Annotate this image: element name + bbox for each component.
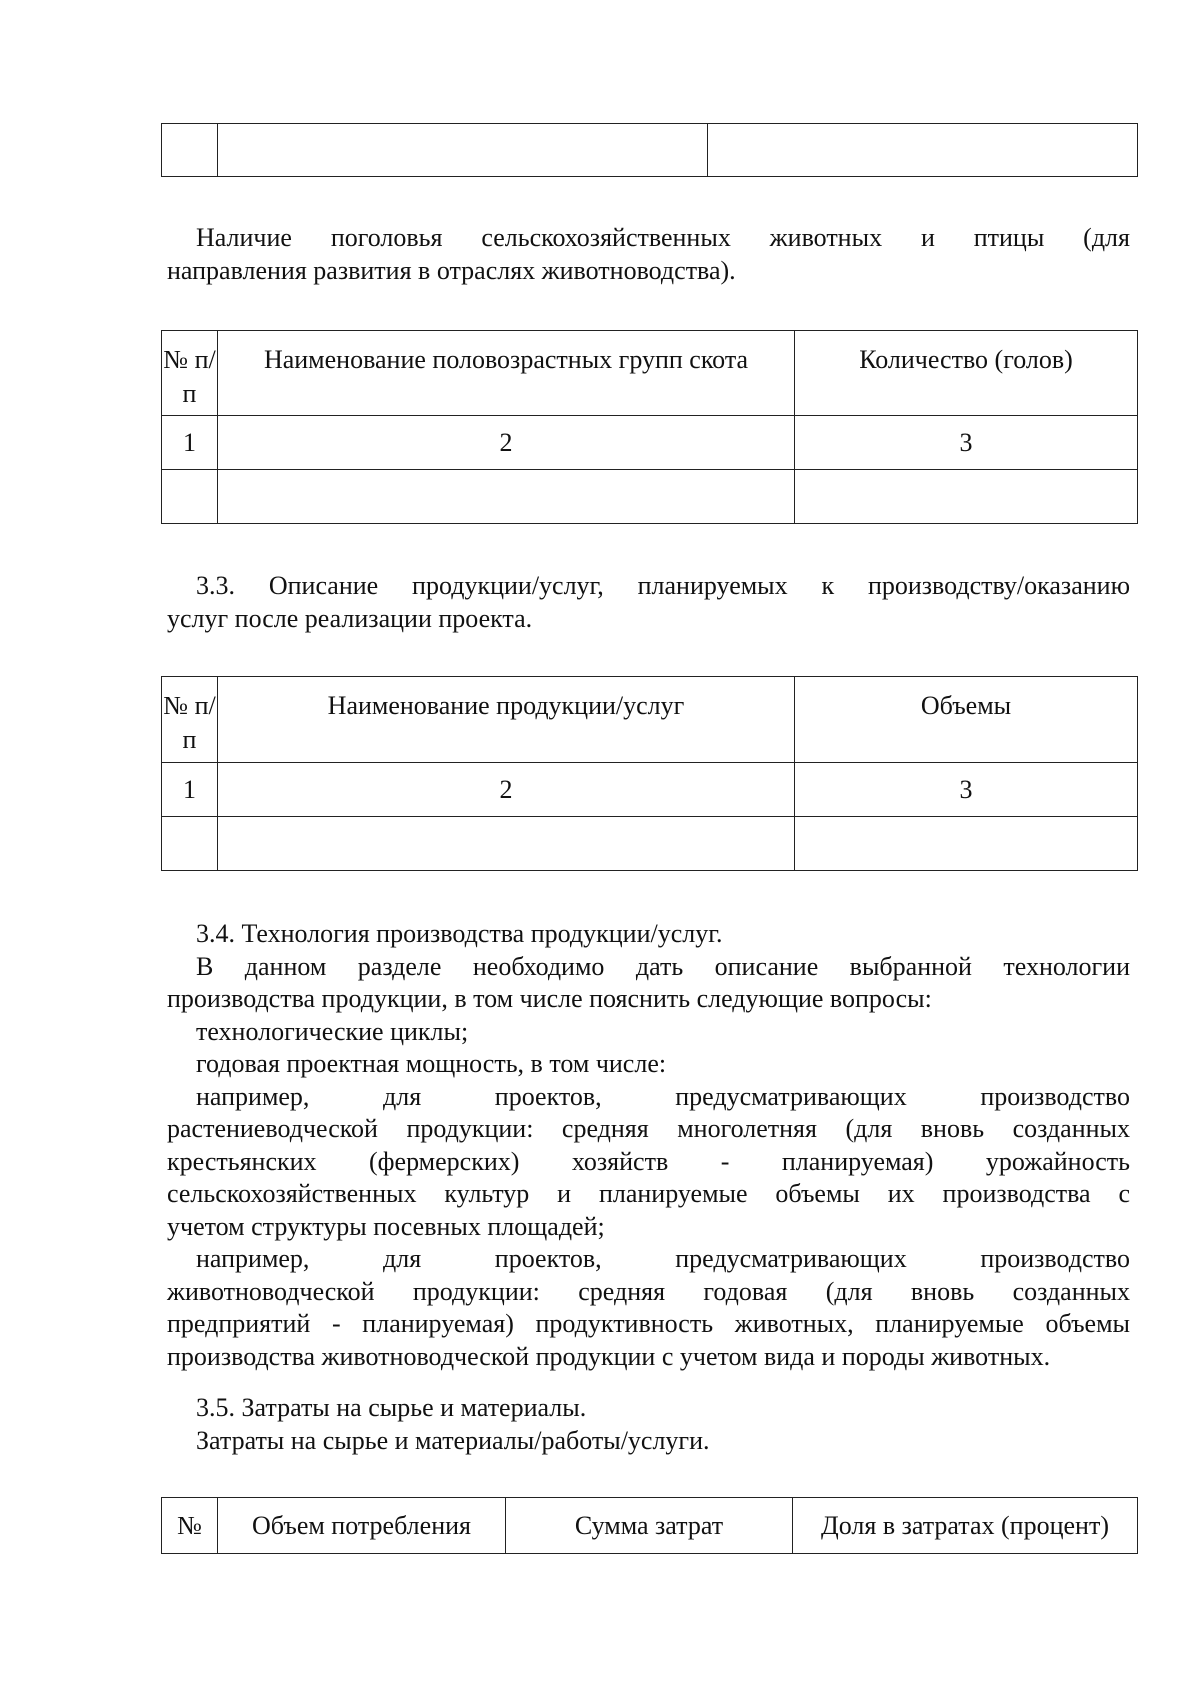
table-cell xyxy=(162,124,218,177)
table-index-row xyxy=(162,416,1138,470)
text-line: учетом структуры посевных площадей; xyxy=(167,1211,605,1241)
text-line: В данном разделе необходимо дать описание выбранной технологии xyxy=(196,951,1130,981)
table-cell xyxy=(218,124,708,177)
header-cost-sum: Сумма затрат xyxy=(506,1498,793,1554)
table-cell xyxy=(795,470,1138,524)
header-product-name: Наименование продукции/услуг xyxy=(218,677,795,763)
text-line: сельскохозяйственных культур и планируемые объемы их производства с xyxy=(167,1179,1130,1208)
livestock-intro-paragraph xyxy=(167,222,1130,287)
index-cell: 1 xyxy=(162,416,218,470)
table-index-row xyxy=(162,763,1138,817)
header-cost-share: Доля в затратах (процент) xyxy=(793,1498,1138,1554)
text-line: производства животноводческой продукции с учетом вида и породы животных. xyxy=(167,1341,1051,1371)
text-line: предприятий - планируемая) продуктивность животных, планируемые объемы xyxy=(167,1309,1130,1338)
section-3-5-block xyxy=(167,1392,1130,1457)
header-number: № п/п xyxy=(162,677,218,763)
text-line: производства продукции, в том числе пояснить следующие вопросы: xyxy=(167,984,932,1013)
text-line: направления развития в отраслях животноводства). xyxy=(167,255,736,285)
list-item: годовая проектная мощность, в том числе: xyxy=(196,1049,667,1078)
header-number: № п/п xyxy=(162,331,218,416)
table-cell xyxy=(795,817,1138,871)
header-volumes: Объемы xyxy=(795,677,1138,763)
list-item: технологические циклы; xyxy=(196,1016,469,1046)
top-continuation-table xyxy=(161,123,1138,177)
table-cell xyxy=(708,124,1138,177)
text-line: например, для проектов, предусматривающих производство xyxy=(196,1081,1130,1111)
table-row xyxy=(162,817,1138,871)
text-line: растениеводческой продукции: средняя многолетняя (для вновь созданных xyxy=(167,1114,1130,1143)
section-subtitle: Затраты на сырье и материалы/работы/услуги. xyxy=(196,1425,710,1455)
section-title: 3.4. Технология производства продукции/услуг. xyxy=(196,919,723,948)
table-cell xyxy=(162,470,218,524)
header-number: № xyxy=(162,1498,218,1554)
index-cell: 2 xyxy=(218,416,795,470)
table-header-row xyxy=(162,331,1138,416)
livestock-table xyxy=(161,330,1138,524)
products-table xyxy=(161,676,1138,871)
index-cell: 1 xyxy=(162,763,218,817)
table-header-row xyxy=(162,677,1138,763)
table-cell xyxy=(218,817,795,871)
header-group-name: Наименование половозрастных групп скота xyxy=(218,331,795,416)
index-cell: 3 xyxy=(795,416,1138,470)
section-3-3-paragraph xyxy=(167,570,1130,635)
text-line: 3.3. Описание продукции/услуг, планируемых к производству/оказанию xyxy=(196,571,1130,600)
table-cell xyxy=(162,817,218,871)
header-consumption-volume: Объем потребления xyxy=(218,1498,506,1554)
text-line: Наличие поголовья сельскохозяйственных животных и птицы (для xyxy=(196,223,1130,252)
section-title: 3.5. Затраты на сырье и материалы. xyxy=(196,1393,587,1422)
index-cell: 3 xyxy=(795,763,1138,817)
text-line: крестьянских (фермерских) хозяйств - планируемая) урожайность xyxy=(167,1146,1130,1176)
section-3-4-block xyxy=(167,918,1130,1373)
text-line: животноводческой продукции: средняя годовая (для вновь созданных xyxy=(167,1276,1130,1306)
table-cell xyxy=(218,470,795,524)
header-head-count: Количество (голов) xyxy=(795,331,1138,416)
index-cell: 2 xyxy=(218,763,795,817)
table-row xyxy=(162,124,1138,177)
costs-table xyxy=(161,1497,1138,1554)
text-line: например, для проектов, предусматривающих производство xyxy=(196,1244,1130,1273)
table-header-row xyxy=(162,1498,1138,1554)
table-row xyxy=(162,470,1138,524)
text-line: услуг после реализации проекта. xyxy=(167,603,533,633)
